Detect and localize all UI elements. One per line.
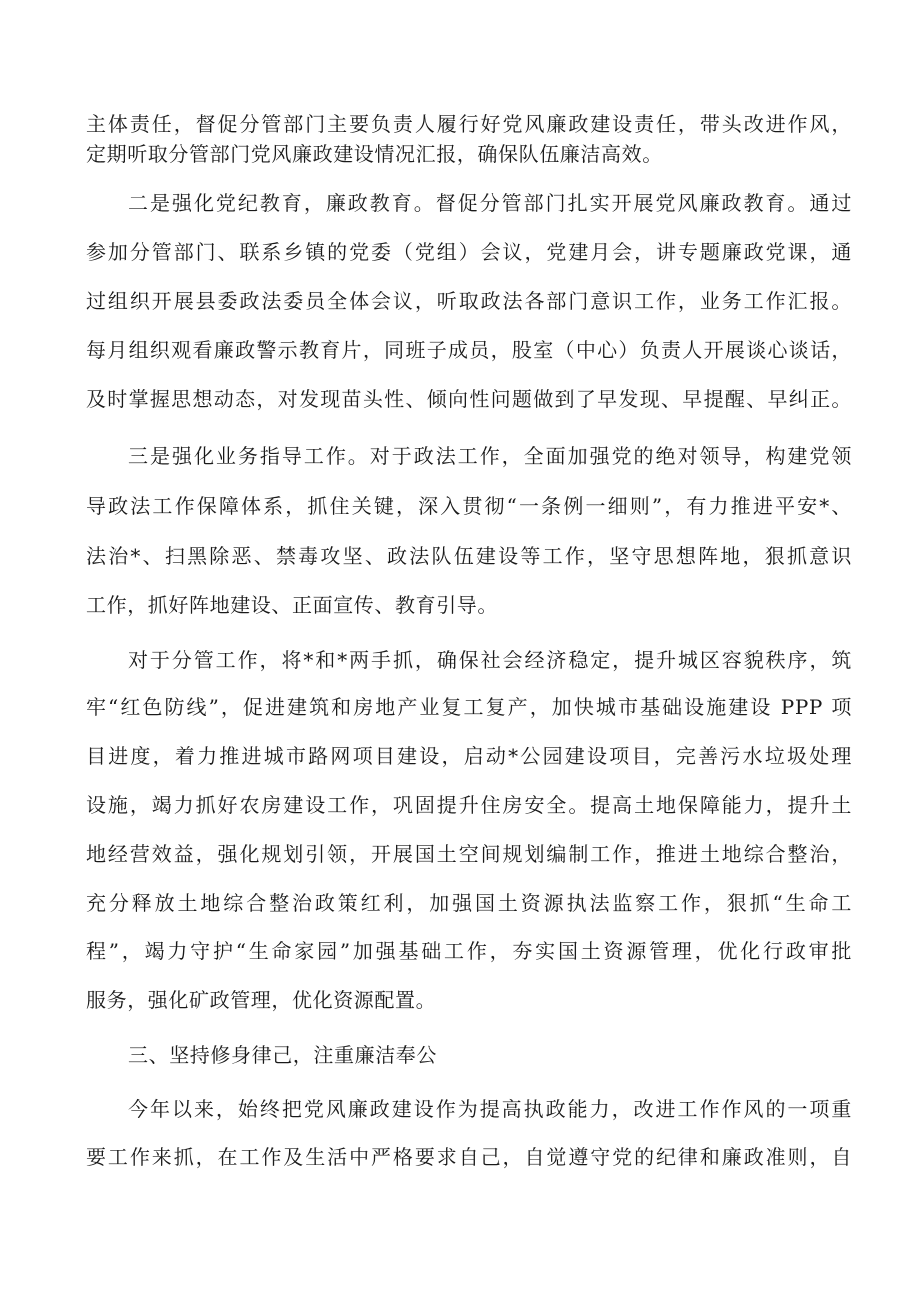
text-line: 对于分管工作，将*和*两手抓，确保社会经济稳定，提升城区容貌秩序，筑: [128, 648, 852, 672]
section-heading: 三、坚持修身律己，注重廉洁奉公: [128, 1043, 437, 1067]
text-line: 参加分管部门、联系乡镇的党委（党组）会议，党建月会，讲专题廉政党课，通: [86, 240, 852, 264]
text-line: 服务，强化矿政管理，优化资源配置。: [86, 988, 437, 1012]
text-line: 设施，竭力抓好农房建设工作，巩固提升住房安全。提高土地保障能力，提升土: [86, 793, 852, 817]
text-line: 充分释放土地综合整治政策红利，加强国土资源执法监察工作，狠抓“生命工: [86, 891, 852, 915]
text-line: 工作，抓好阵地建设、正面宣传、教育引导。: [86, 593, 498, 617]
text-line: 每月组织观看廉政警示教育片，同班子成员，股室（中心）负责人开展谈心谈话，: [86, 338, 852, 362]
text-line: 导政法工作保障体系，抓住关键，深入贯彻“一条例一细则”，有力推进平安*、: [86, 494, 852, 518]
text-line: 主体责任，督促分管部门主要负责人履行好党风廉政建设责任，带头改进作风，: [86, 112, 852, 136]
text-line: 法治*、扫黑除恶、禁毒攻坚、政法队伍建设等工作，坚守思想阵地，狠抓意识: [86, 544, 852, 568]
text-line: 二是强化党纪教育，廉政教育。督促分管部门扎实开展党风廉政教育。通过: [128, 191, 852, 215]
text-line: 今年以来，始终把党风廉政建设作为提高执政能力，改进工作作风的一项重: [128, 1097, 852, 1121]
text-line: 牢“红色防线”，促进建筑和房地产业复工复产，加快城市基础设施建设 PPP 项: [86, 695, 852, 719]
text-line: 目进度，着力推进城市路网项目建设，启动*公园建设项目，完善污水垃圾处理: [86, 744, 852, 768]
text-line: 程”，竭力守护“生命家园”加强基础工作，夯实国土资源管理，优化行政审批: [86, 939, 852, 963]
text-line: 及时掌握思想动态，对发现苗头性、倾向性问题做到了早发现、早提醒、早纠正。: [86, 387, 852, 411]
text-line: 要工作来抓，在工作及生活中严格要求自己，自觉遵守党的纪律和廉政准则，自: [86, 1145, 852, 1169]
text-line: 三是强化业务指导工作。对于政法工作，全面加强党的绝对领导，构建党领: [128, 444, 852, 468]
text-line: 地经营效益，强化规划引领，开展国土空间规划编制工作，推进土地综合整治，: [86, 842, 852, 866]
text-line: 定期听取分管部门党风廉政建设情况汇报，确保队伍廉洁高效。: [86, 142, 663, 166]
text-line: 过组织开展县委政法委员全体会议，听取政法各部门意识工作，业务工作汇报。: [86, 289, 852, 313]
